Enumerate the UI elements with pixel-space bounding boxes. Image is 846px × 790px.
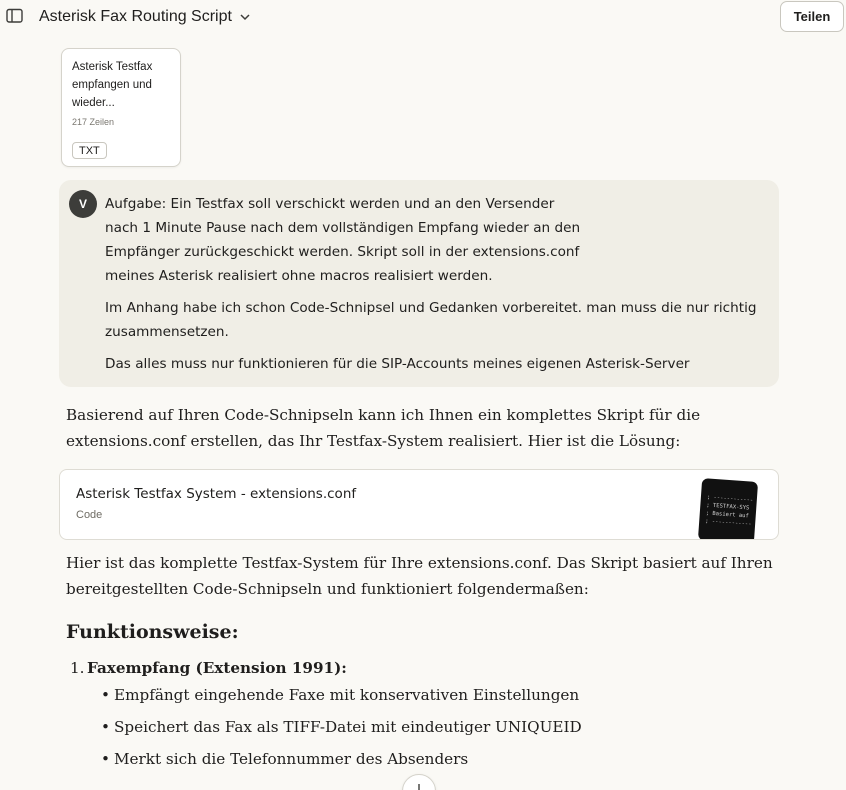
artifact-title: Asterisk Testfax System - extensions.conf bbox=[76, 486, 357, 502]
thumb-line: ; ------------ bbox=[706, 494, 754, 504]
conversation-title: Asterisk Fax Routing Script bbox=[39, 8, 232, 25]
bullet-item: Empfängt eingehende Faxe mit konservativen Einstellungen bbox=[114, 686, 580, 704]
bullet-marker: • bbox=[101, 718, 110, 736]
section-heading: Funktionsweise: bbox=[66, 621, 239, 643]
attachment-type-badge: TXT bbox=[72, 142, 107, 159]
scroll-down-button[interactable] bbox=[402, 774, 436, 790]
bullet-item: Speichert das Fax als TIFF-Datei mit eindeutiger UNIQUEID bbox=[114, 718, 582, 736]
user-paragraph: Das alles muss nur funktionieren für die SIP-Accounts meines eigenen Asterisk-Server bbox=[105, 356, 690, 372]
list-item-title: Faxempfang (Extension 1991): bbox=[87, 659, 347, 677]
chevron-down-icon bbox=[239, 8, 251, 27]
user-message bbox=[59, 180, 779, 387]
list-item-number: 1. bbox=[70, 659, 85, 677]
bullet-marker: • bbox=[101, 686, 110, 704]
response-paragraph: Hier ist das komplette Testfax-System für Ihre extensions.conf. Das Skript basiert auf Ihren bereitgestellten Code-Schnipseln und funktioniert folgendermaßen: bbox=[66, 554, 773, 598]
header bbox=[0, 0, 846, 34]
bullet-item: Merkt sich die Telefonnummer des Absenders bbox=[114, 750, 469, 768]
thumb-line: ; ------------ bbox=[705, 518, 752, 528]
thumb-line: ; Basiert auf bbox=[705, 510, 749, 520]
user-message-text bbox=[105, 192, 765, 376]
conversation-title-button[interactable] bbox=[39, 5, 251, 29]
user-paragraph: Im Anhang habe ich schon Code-Schnipsel und Gedanken vorbereitet. man muss die nur richtig zusammensetzen. bbox=[105, 300, 757, 340]
arrow-down-icon bbox=[413, 775, 425, 790]
sidebar-toggle-icon[interactable] bbox=[6, 8, 24, 24]
attachment-title: Asterisk Testfax empfangen und wieder... bbox=[72, 61, 153, 109]
thumb-line: ; TESTFAX-SYS bbox=[706, 502, 750, 512]
user-avatar: V bbox=[69, 190, 97, 218]
attachment-card[interactable] bbox=[61, 48, 181, 167]
artifact-subtitle: Code bbox=[76, 509, 103, 521]
share-button[interactable]: Teilen bbox=[780, 1, 844, 32]
artifact-card[interactable] bbox=[59, 469, 779, 540]
user-paragraph: Aufgabe: Ein Testfax soll verschickt werden und an den Versender nach 1 Minute Pause nach dem vollständigen Empfang wieder an den Empfänger zurückgeschickt werden. Skript soll in der extensions.conf meines Asterisk realisiert ohne macros realisiert werden. bbox=[105, 196, 581, 284]
response-intro: Basierend auf Ihren Code-Schnipseln kann ich Ihnen ein komplettes Skript für die extensions.conf erstellen, das Ihr Testfax-System realisiert. Hier ist die Lösung: bbox=[66, 406, 701, 450]
bullet-marker: • bbox=[101, 750, 110, 768]
attachment-line-count: 217 Zeilen bbox=[72, 117, 115, 127]
artifact-thumbnail bbox=[698, 478, 758, 540]
